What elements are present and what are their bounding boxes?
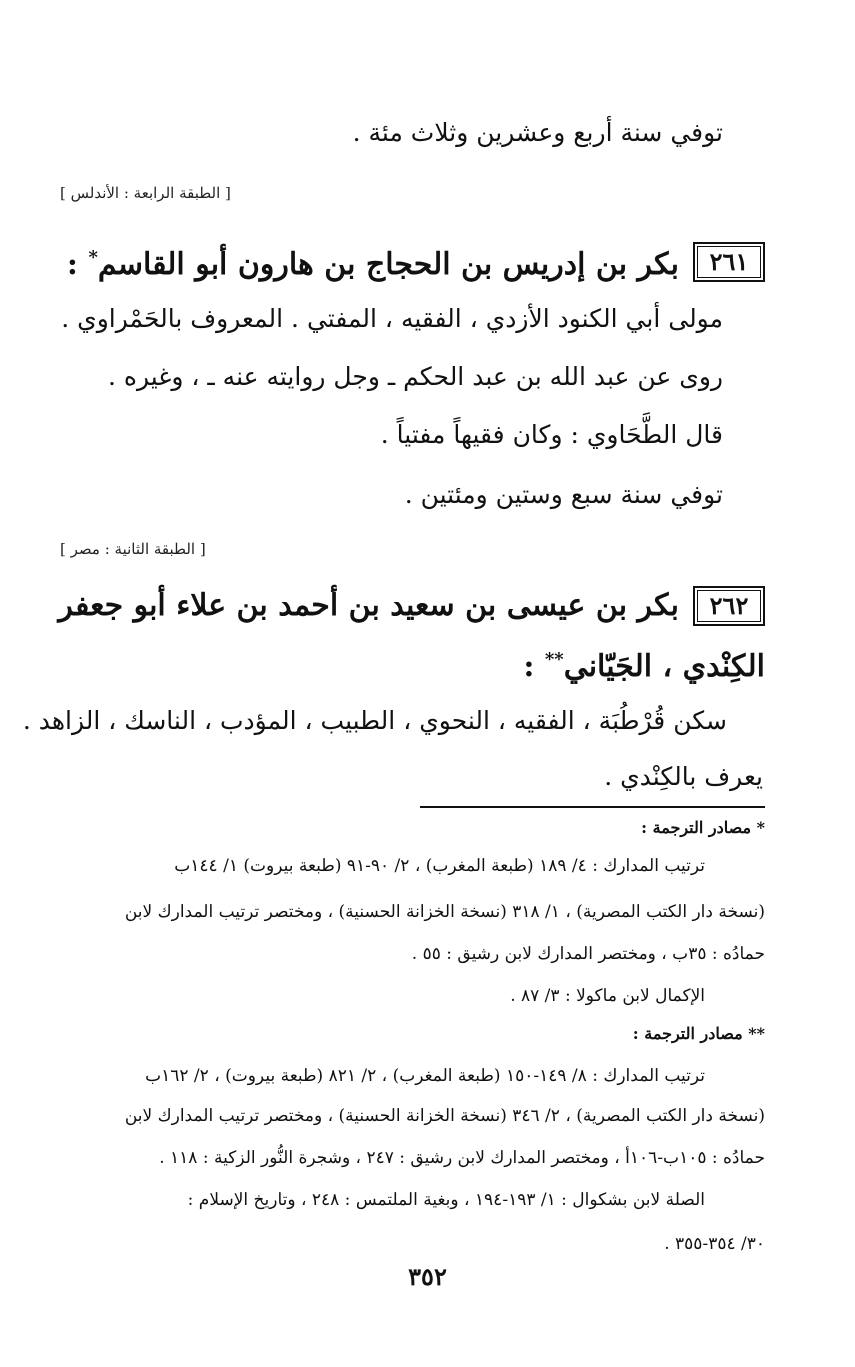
tabaqa-label: [ الطبقة الرابعة : الأندلس ] [60, 184, 231, 202]
text-line: توفي سنة سبع وستين ومئتين . [404, 480, 723, 509]
entry-number-box: ٢٦٢ [693, 586, 765, 626]
entry-title-text: الكِنْدي ، الجَيّاني [563, 649, 765, 684]
page-number: ٣٥٢ [408, 1262, 447, 1291]
footnote-heading: ** مصادر الترجمة : [632, 1024, 765, 1043]
entry-title-continuation [523, 640, 765, 687]
footnote-marker[interactable]: * [88, 247, 98, 268]
footnote-line: حمادُه : ١٠٥ب-١٠٦أ ، ومختصر المدارك لابن رشيق : ٢٤٧ ، وشجرة النُّور الزكية : ١١٨ . [159, 1148, 765, 1168]
entry-title-text: بكر بن إدريس بن الحجاج بن هارون أبو القاسم [97, 247, 679, 282]
tabaqa-label: [ الطبقة الثانية : مصر ] [60, 540, 206, 558]
text-line: سكن قُرْطُبَة ، الفقيه ، النحوي ، الطبيب ، المؤدب ، الناسك ، الزاهد . [22, 706, 727, 735]
footnote-heading: * مصادر الترجمة : [641, 818, 765, 837]
entry-title [67, 238, 679, 285]
footnote-line: ترتيب المدارك : ٨/ ١٤٩-١٥٠ (طبعة المغرب) ، ٢/ ٨٢١ (طبعة بيروت) ، ٢/ ١٦٢ب [145, 1066, 705, 1086]
footnote-line: الصلة لابن بشكوال : ١/ ١٩٣-١٩٤ ، وبغية الملتمس : ٢٤٨ ، وتاريخ الإسلام : [187, 1190, 705, 1210]
entry-heading-261 [67, 238, 765, 285]
footnote-line: (نسخة دار الكتب المصرية) ، ٢/ ٣٤٦ (نسخة الخزانة الحسنية) ، ومختصر ترتيب المدارك لابن [124, 1106, 765, 1126]
text-line: يعرف بالكِنْدي . [604, 762, 763, 791]
footnote-line: حمادُه : ٣٥ب ، ومختصر المدارك لابن رشيق : ٥٥ . [411, 944, 765, 964]
text-line: قال الطَّحَاوي : وكان فقيهاً مفتياً . [380, 420, 723, 449]
text-line: مولى أبي الكنود الأزدي ، الفقيه ، المفتي . المعروف بالحَمْراوي . [61, 304, 723, 333]
footnote-separator [420, 806, 765, 808]
footnote-line: الإكمال لابن ماكولا : ٣/ ٨٧ . [510, 986, 705, 1006]
entry-heading-262 [58, 586, 765, 626]
text-line: توفي سنة أربع وعشرين وثلاث مئة . [352, 118, 723, 147]
entry-title-colon: : [66, 247, 89, 282]
entry-title-colon: : [523, 649, 545, 684]
text-line: روى عن عبد الله بن عبد الحكم ـ وجل روايته عنه ـ ، وغيره . [107, 362, 723, 391]
entry-number-box: ٢٦١ [693, 242, 765, 282]
footnote-line: ٣٠/ ٣٥٤-٣٥٥ . [664, 1234, 765, 1254]
entry-title-text: بكر بن عيسى بن سعيد بن أحمد بن علاء أبو جعفر [58, 588, 679, 623]
footnote-line: ترتيب المدارك : ٤/ ١٨٩ (طبعة المغرب) ، ٢/ ٩٠-٩١ (طبعة بيروت) ١/ ١٤٤ب [174, 856, 705, 876]
footnote-line: (نسخة دار الكتب المصرية) ، ١/ ٣١٨ (نسخة الخزانة الحسنية) ، ومختصر ترتيب المدارك لابن [124, 902, 765, 922]
footnote-marker[interactable]: ** [544, 649, 564, 670]
